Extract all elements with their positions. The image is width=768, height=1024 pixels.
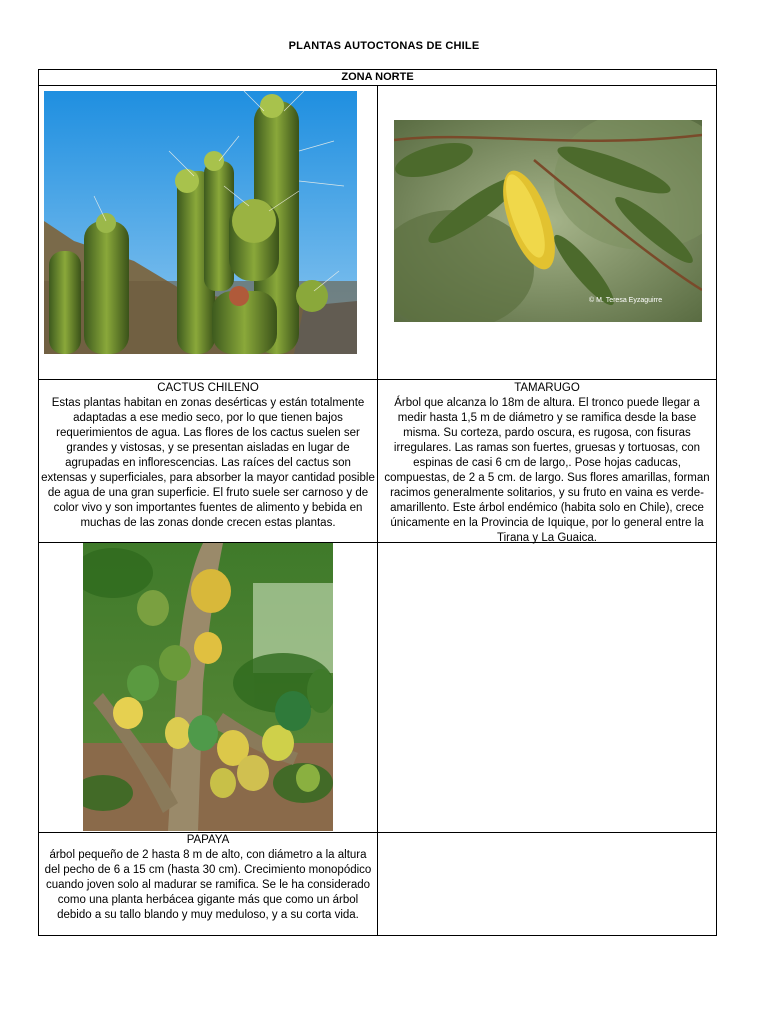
document-title: PLANTAS AUTOCTONAS DE CHILE [288, 40, 480, 52]
plants-table [38, 69, 717, 936]
plant-description: árbol pequeño de 2 hasta 8 m de alto, con diámetro a la altura del pecho de 6 a 15 cm (hasta 30 cm). Crecimiento monopódico cuando joven solo al madurar se ramifica. Se le ha considerado como una planta herbácea gigante más que como un árbol debido a su tallo blando y muy meduloso, y a su corta vida. [44, 849, 372, 921]
zone-header: ZONA NORTE [39, 70, 716, 86]
plant-name: CACTUS CHILENO [157, 382, 259, 394]
cactus-photo [44, 91, 357, 354]
row-divider [39, 379, 716, 380]
plant-description: Árbol que alcanza lo 18m de altura. El tronco puede llegar a medir hasta 1,5 m de diámetro y se ramifica desde la base misma. Su corteza, pardo oscura, es rugosa, con fisuras irregulares. Las ramas son fuertes, gruesas y tortuosas, con espinas de casi 6 cm de largo,. Pose hojas caducas, compuestas, de 2 a 5 cm. de largo. Sus flores amarillas, forman racimos generalmente solitarios, y su fruto en vaina es verde-amarillento. Este árbol endémico (habita solo en Chile), crece únicamente en la Provincia de Iquique, por lo general entre la Tirana y La Guaica. [384, 397, 710, 544]
column-divider [377, 85, 378, 936]
plant-description: Estas plantas habitan en zonas desérticas y están totalmente adaptadas a ese medio seco, por lo que tienen bajos requerimientos de agua. Las flores de los cactus suelen ser grandes y vistosas, y se presentan aisladas en lugar de agrupadas en inflorescencias. Las raíces del cactus son extensas y superficiales, para absorber la mayor cantidad posible de agua de una gran superficie. El fruto suele ser carnoso y de color vivo y son importantes fuentes de alimento y bebida en muchas de las zonas donde crecen estas plantas. [41, 397, 375, 529]
photo-credit: © M. Teresa Eyzaguirre [589, 297, 663, 304]
papaya-photo [83, 543, 333, 831]
cactus-text-cell [41, 381, 375, 531]
plant-name: TAMARUGO [514, 382, 580, 394]
tamarugo-text-cell [380, 381, 714, 546]
plant-name: PAPAYA [186, 834, 230, 846]
tamarugo-photo [394, 120, 702, 322]
papaya-text-cell [41, 833, 375, 923]
